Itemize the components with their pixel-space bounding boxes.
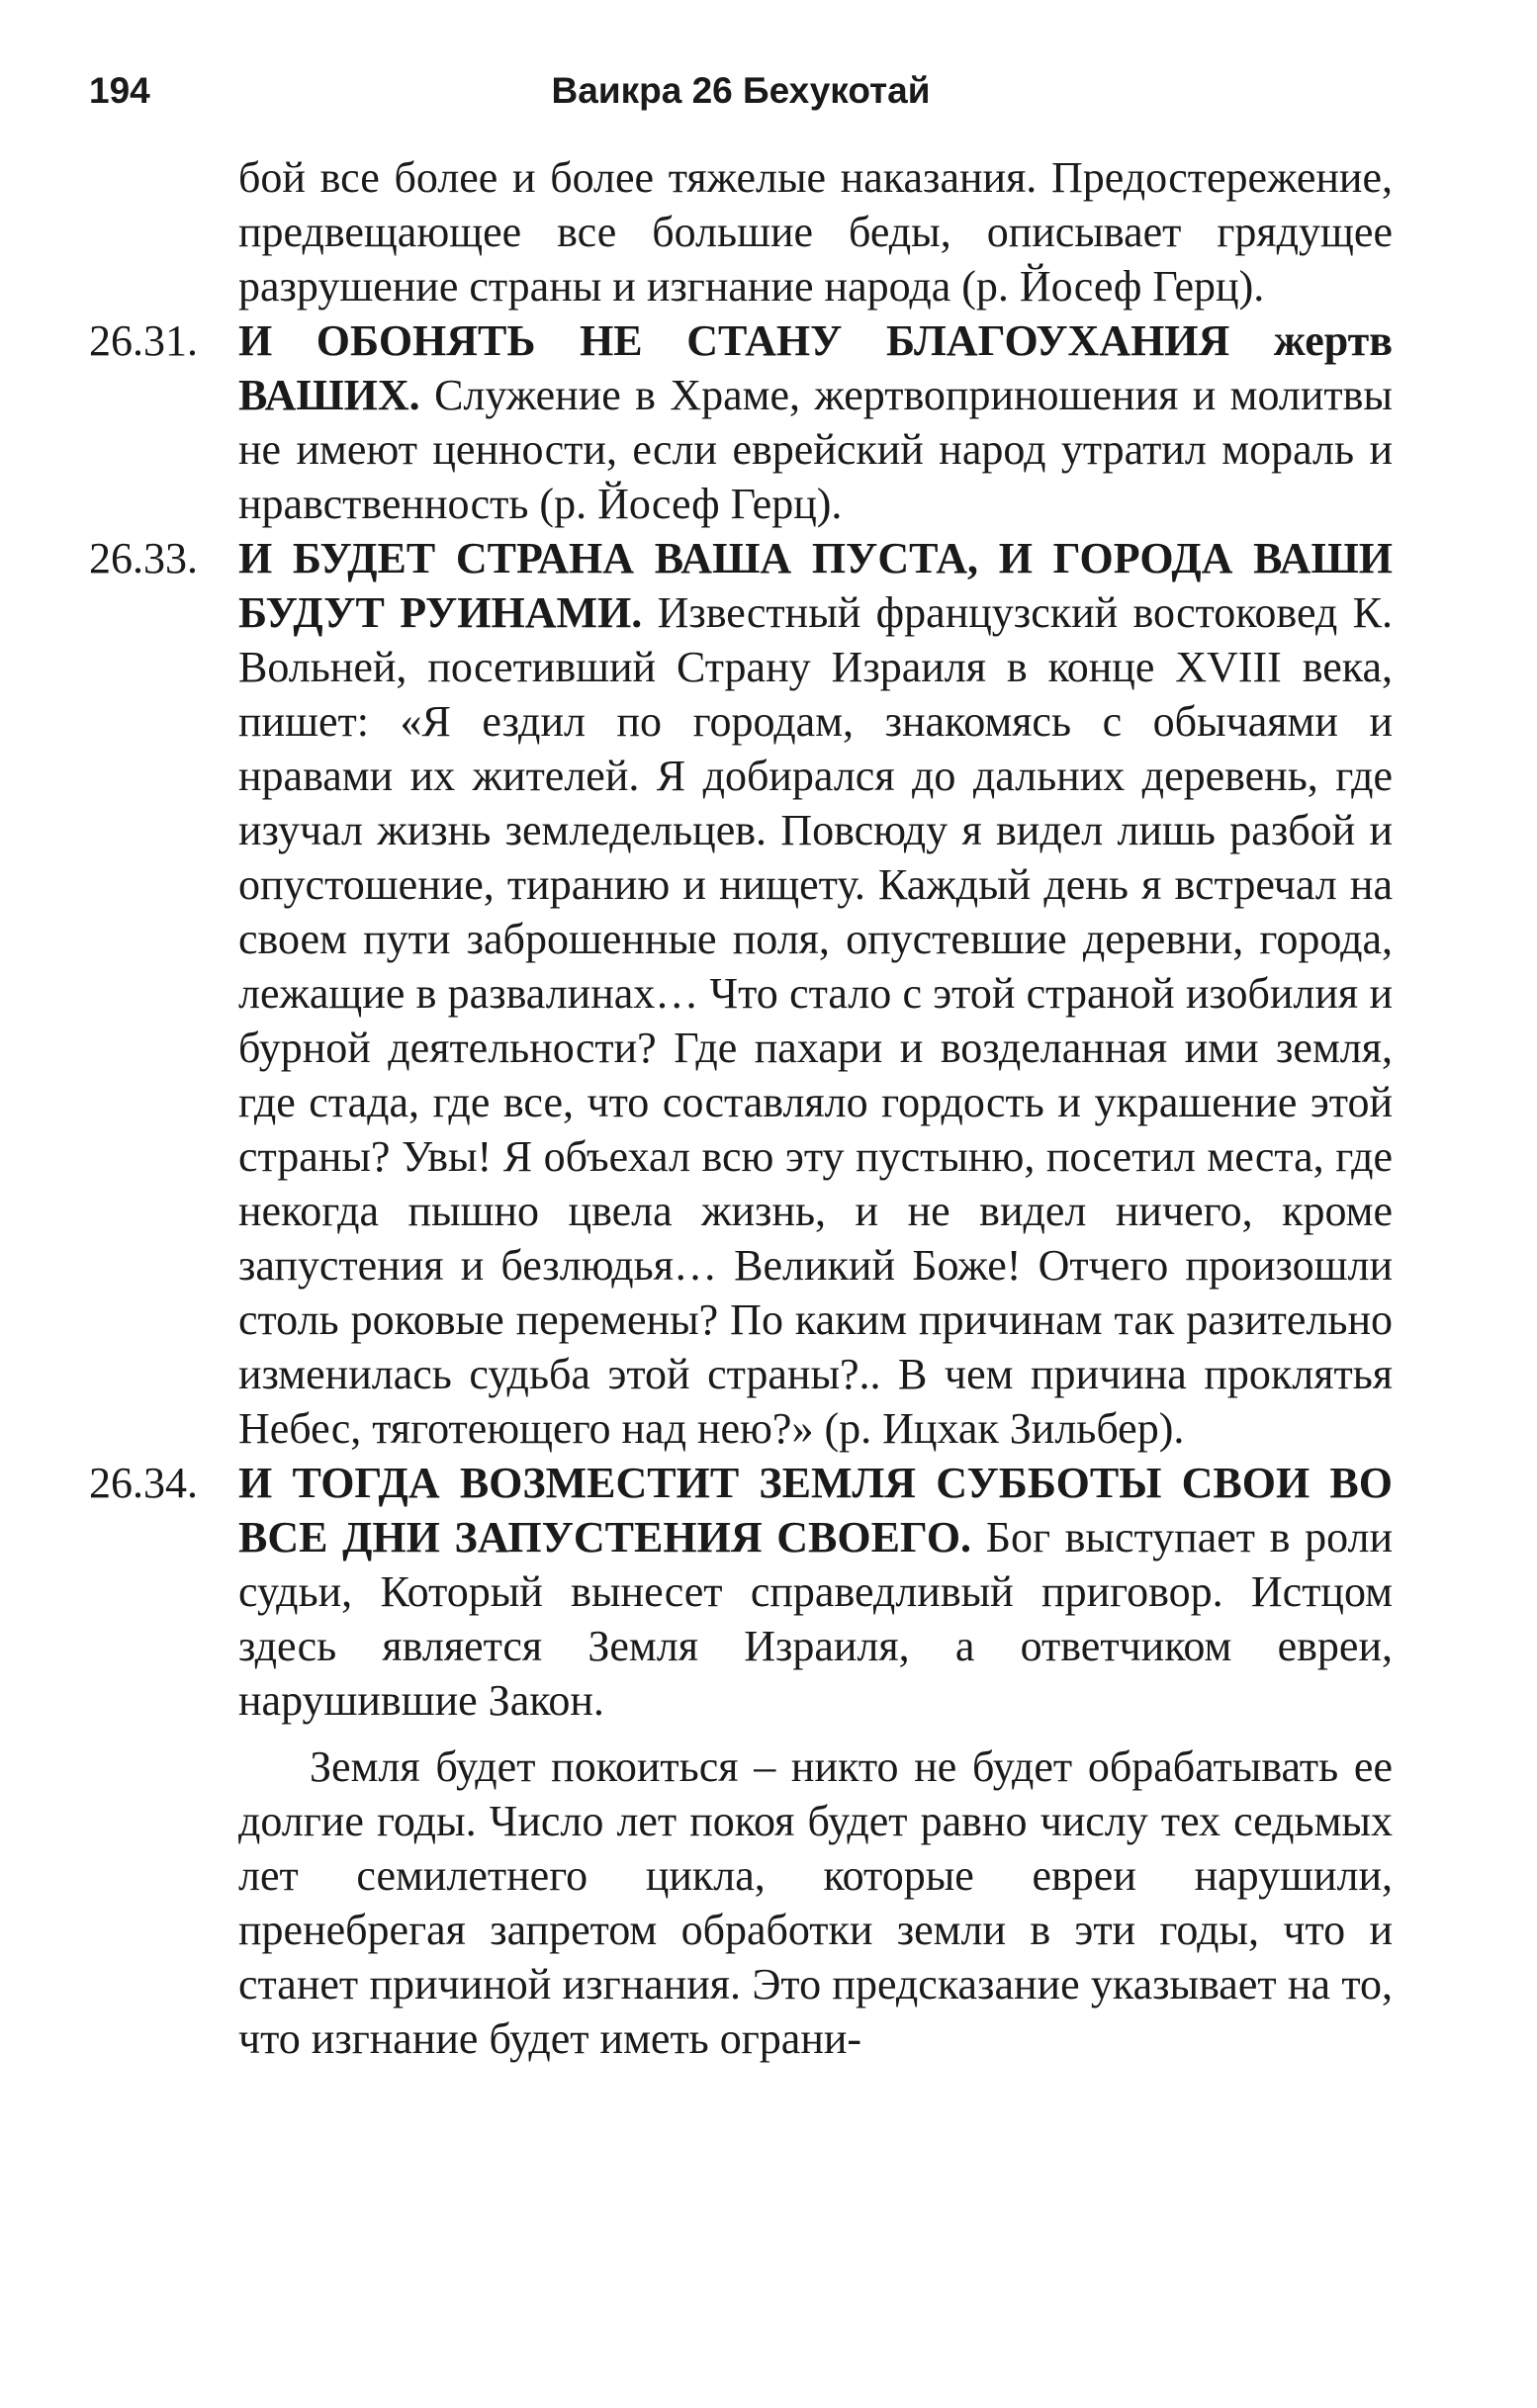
commentary-text: Служение в Храме, жертвоприношения и молитвы не имеют ценности, если еврейский народ утратил мораль и нравственность (р. Йосеф Герц). <box>238 371 1393 528</box>
commentary-entry <box>89 1456 1393 1728</box>
closing-paragraph: Земля будет покоиться – никто не будет обрабатывать ее долгие годы. Число лет покоя будет равно числу тех седьмых лет семилетнего цикла, которые евреи нарушили, пренебрегая запретом обработки земли в эти годы, что и станет причиной изгнания. Это предсказание указывает на то, что изгнание будет иметь ограни- <box>238 1742 1393 2063</box>
verse-number: 26.33. <box>89 534 198 582</box>
verse-number: 26.31. <box>89 316 198 365</box>
commentary-text: Бог выступает в роли судьи, Который вынесет справедливый приговор. Истцом здесь является Земля Израиля, а ответчиком евреи, нарушившие Закон. <box>238 1513 1393 1725</box>
page-number: 194 <box>89 70 150 111</box>
running-title: Ваикра 26 Бехукотай <box>551 70 931 111</box>
commentary-entry <box>89 313 1393 531</box>
commentary-text: Известный французский востоковед К. Вольней, посетивший Страну Израиля в конце XVIII века, пишет: «Я ездил по городам, знакомясь с обычаями и нравами их жителей. Я добирался до дальних деревень, где изучал жизнь земледельцев. Повсюду я видел лишь разбой и опустошение, тиранию и нищету. Каждый день я встречал на своем пути заброшенные поля, опустевшие деревни, города, лежащие в развалинах… Что стало с этой страной изобилия и бурной деятельности? Где пахари и возделанная ими земля, где стада, где все, что составляло гордость и украшение этой страны? Увы! Я объехал всю эту пустыню, посетил места, где некогда пышно цвела жизнь, и не видел ничего, кроме запустения и безлюдья… Великий Боже! Отчего произошли столь роковые перемены? По каким причинам так разительно изменилась судьба этой страны?.. В чем причина проклятья Небес, тяготеющего над нею?» (р. Ицхак Зильбер). <box>238 588 1393 1453</box>
intro-paragraph: бой все более и более тяжелые наказания. Предостережение, предвещающее все большие беды, описывает грядущее разрушение страны и изгнание народа (р. Йосеф Герц). <box>238 153 1393 311</box>
verse-number: 26.34. <box>89 1459 198 1507</box>
verse-heading: И ОБОНЯТЬ НЕ СТАНУ БЛАГОУХАНИЯ жертв ВАШИХ. <box>238 316 1393 419</box>
verse-heading: И ТОГДА ВОЗМЕСТИТ ЗЕМЛЯ СУББОТЫ СВОИ ВО ВСЕ ДНИ ЗАПУСТЕНИЯ СВОЕГО. <box>238 1459 1393 1561</box>
page-header <box>89 61 1393 121</box>
page-body <box>89 150 1393 2066</box>
commentary-entry <box>89 531 1393 1456</box>
verse-heading: И БУДЕТ СТРАНА ВАША ПУСТА, И ГОРОДА ВАШИ БУДУТ РУИНАМИ. <box>238 534 1393 637</box>
